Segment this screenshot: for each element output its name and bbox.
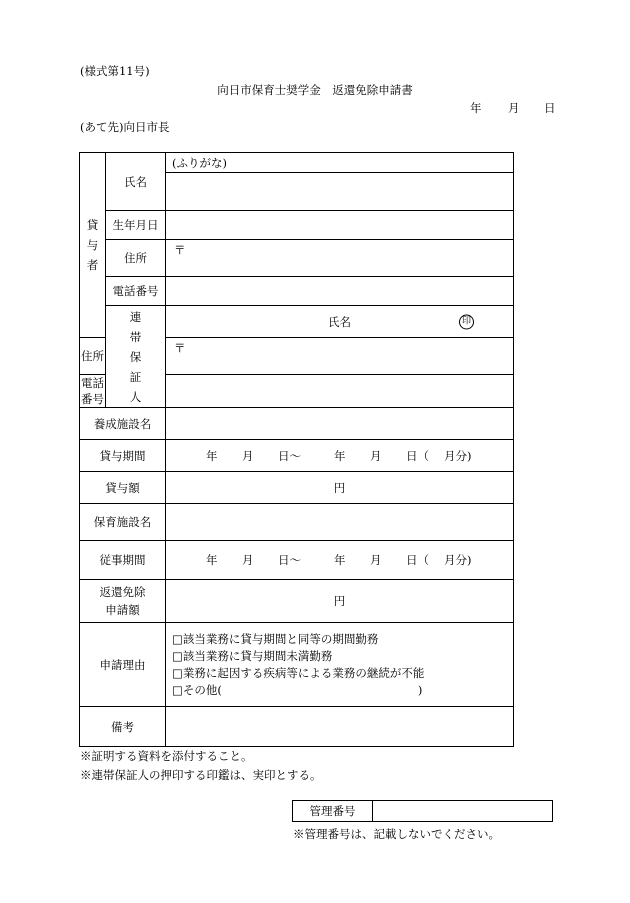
borrower-name-label: 氏名	[106, 153, 166, 211]
management-number-label: 管理番号	[293, 801, 373, 822]
borrower-phone-field[interactable]	[166, 277, 514, 306]
borrower-address-field[interactable]	[166, 240, 514, 277]
application-form-table	[79, 152, 514, 747]
loan-period-label: 貸与期間	[80, 440, 166, 472]
postal-mark: 〒	[174, 243, 186, 257]
date-day: 日	[544, 101, 556, 115]
management-number-field[interactable]	[373, 801, 553, 822]
loan-amount-label: 貸与額	[80, 472, 166, 504]
yen-unit: 円	[333, 594, 346, 608]
borrower-phone-label: 電話番号	[106, 277, 166, 306]
borrower-birthdate-label: 生年月日	[106, 211, 166, 240]
guarantor-address-label: 住所	[80, 338, 106, 375]
borrower-group-label: 貸 与 者	[80, 153, 106, 338]
reason-checkbox-illness[interactable]: □業務に起因する疾病等による業務の継続が不能	[172, 665, 425, 680]
date-year: 年	[470, 101, 482, 115]
exemption-amount-label: 返還免除 申請額	[80, 580, 166, 623]
guarantor-address-field[interactable]	[166, 338, 514, 375]
remarks-label: 備考	[80, 707, 166, 747]
furigana-label: (ふりがな)	[172, 155, 227, 170]
management-number-box	[292, 800, 553, 822]
guarantor-phone-label: 電話番号	[81, 376, 104, 406]
borrower-name-field[interactable]	[166, 173, 514, 211]
nursery-facility-label: 保育施設名	[80, 504, 166, 541]
seal-mark: 印	[459, 314, 474, 329]
borrower-furigana-field[interactable]	[166, 153, 514, 173]
remarks-field[interactable]	[166, 707, 514, 747]
loan-period-field[interactable]: 年 月 日～ 年 月 日（ 月分)	[166, 440, 514, 472]
guarantor-group-label: 連 帯 保 証 人	[106, 306, 166, 408]
reason-checkbox-equal-period[interactable]: □該当業務に貸与期間と同等の期間勤務	[172, 631, 379, 646]
exemption-amount-field[interactable]	[166, 580, 514, 623]
recipient: (あて先)向日市長	[80, 120, 170, 134]
notes	[80, 747, 322, 785]
application-date	[470, 100, 556, 116]
training-facility-label: 養成施設名	[80, 408, 166, 440]
reason-checkbox-other[interactable]: □その他( )	[172, 682, 423, 697]
note-registered-seal: ※連帯保証人の押印する印鑑は、実印とする。	[80, 768, 322, 782]
guarantor-name-label: 氏名	[166, 306, 514, 338]
borrower-birthdate-field[interactable]	[166, 211, 514, 240]
service-period-field[interactable]: 年 月 日～ 年 月 日（ 月分)	[166, 541, 514, 580]
service-period-label: 従事期間	[80, 541, 166, 580]
yen-unit: 円	[333, 480, 346, 495]
reason-checkbox-shorter-period[interactable]: □該当業務に貸与期間未満勤務	[172, 648, 333, 663]
form-number: (様式第11号)	[80, 64, 150, 78]
postal-mark: 〒	[174, 341, 186, 355]
note-attach-documents: ※証明する資料を添付すること。	[80, 749, 253, 763]
document-title: 向日市保育士奨学金 返還免除申請書	[217, 83, 413, 97]
loan-amount-field[interactable]	[166, 472, 514, 504]
nursery-facility-field[interactable]	[166, 504, 514, 541]
management-number-note: ※管理番号は、記載しないでください。	[293, 827, 500, 841]
date-month: 月	[508, 101, 520, 115]
reason-options	[166, 623, 514, 707]
borrower-address-label: 住所	[106, 240, 166, 277]
training-facility-field[interactable]	[166, 408, 514, 440]
reason-label: 申請理由	[80, 623, 166, 707]
guarantor-phone-field[interactable]	[166, 375, 514, 408]
